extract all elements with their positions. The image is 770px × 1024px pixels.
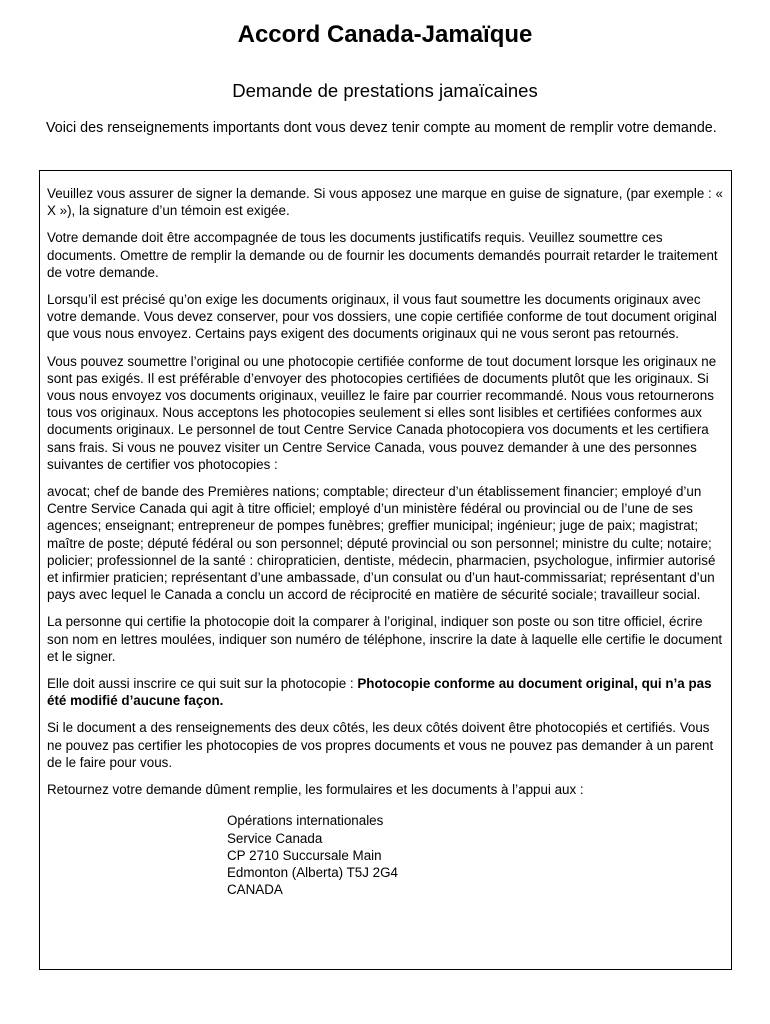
certification-steps-paragraph: La personne qui certifie la photocopie doit la comparer à l’original, indiquer son poste ou son titre officiel, écrire son nom en lettres moulées, indiquer son numéro de téléphone, inscrire la date à laquelle elle certifie le document et le signer. [47,614,723,664]
mailing-address [227,812,723,898]
intro-text: Voici des renseignements importants dont vous devez tenir compte au moment de remplir votre demande. [46,120,717,136]
originals-paragraph: Lorsqu’il est précisé qu’on exige les documents originaux, il vous faut soumettre les documents originaux avec votre demande. Vous devez conserver, pour vos dossiers, une copie certifiée conforme de tout document original que vous nous envoyez. Certains pays exigent des documents originaux qui ne vous seront pas retournés. [47,292,717,342]
certification-statement-text: Photocopie conforme au document original, qui n’a pas été modifié d’aucune façon. [47,676,712,709]
photocopies-paragraph: Vous pouvez soumettre l’original ou une photocopie certifiée conforme de tout document lorsque les originaux ne sont pas exigés. Il est préférable d’envoyer des photocopies certifiées de documents plutôt que les originaux. Si vous nous envoyez vos documents originaux, veuillez le faire par courrier recommandé. Nous vous retournerons tous vos originaux. Nous acceptons les photocopies seulement si elles sont lisibles et certifiées conformes aux documents originaux. Le personnel de tout Centre Service Canada photocopiera vos documents et les certifiera sans frais. Si vous ne pouvez visiter un Centre Service Canada, vous pouvez demander à une des personnes suivantes de certifier vos photocopies : [47,353,717,472]
certifiers-list-paragraph: avocat; chef de bande des Premières nations; comptable; directeur d’un établissement financier; employé d’un Centre Service Canada qui agit à titre officiel; employé d’un ministère fédéral ou provincial ou de l’une de ses agences; enseignant; entrepreneur de pompes funèbres; greffier municipal; ingénieur; juge de paix; magistrat; maître de poste; député fédéral ou son personnel; député provincial ou son personnel; ministre du culte; notaire; policier; professionnel de la santé : chiropraticien, dentiste, médecin, pharmacien, psychologue, infirmier autorisé et infirmier praticien; représentant d’une ambassade, d’un consulat ou d’un haut-commissariat; représentant d’un pays avec lequel le Canada a conclu un accord de réciprocité en matière de sécurité sociale; travailleur social. [47,484,716,603]
documents-paragraph: Votre demande doit être accompagnée de tous les documents justificatifs requis. Veuillez soumettre ces documents. Omettre de remplir la demande ou de fournir les documents demandés pourrait retarder le traitement de votre demande. [47,230,718,280]
two-sided-paragraph: Si le document a des renseignements des deux côtés, les deux côtés doivent être photocopiés et certifiés. Vous ne pouvez pas certifier les photocopies de vos propres documents et vous ne pouvez pas demander à un parent de le faire pour vous. [47,720,714,770]
signature-paragraph: Veuillez vous assurer de signer la demande. Si vous apposez une marque en guise de signature, (par exemple : « X »), la signature d’un témoin est exigée. [47,186,723,219]
page-subtitle: Demande de prestations jamaïcaines [232,80,538,101]
return-paragraph: Retournez votre demande dûment remplie, les formulaires et les documents à l’appui aux : [47,782,584,798]
instructions-box [39,170,732,970]
certification-statement-intro: Elle doit aussi inscrire ce qui suit sur la photocopie : [47,676,358,692]
address-line: Edmonton (Alberta) T5J 2G4 [227,864,398,880]
certification-statement-paragraph [47,675,723,709]
address-line: Opérations internationales [227,813,384,829]
address-line: CANADA [227,882,283,898]
address-line: CP 2710 Succursale Main [227,847,382,863]
page-title: Accord Canada-Jamaïque [237,21,533,48]
address-line: Service Canada [227,830,323,846]
